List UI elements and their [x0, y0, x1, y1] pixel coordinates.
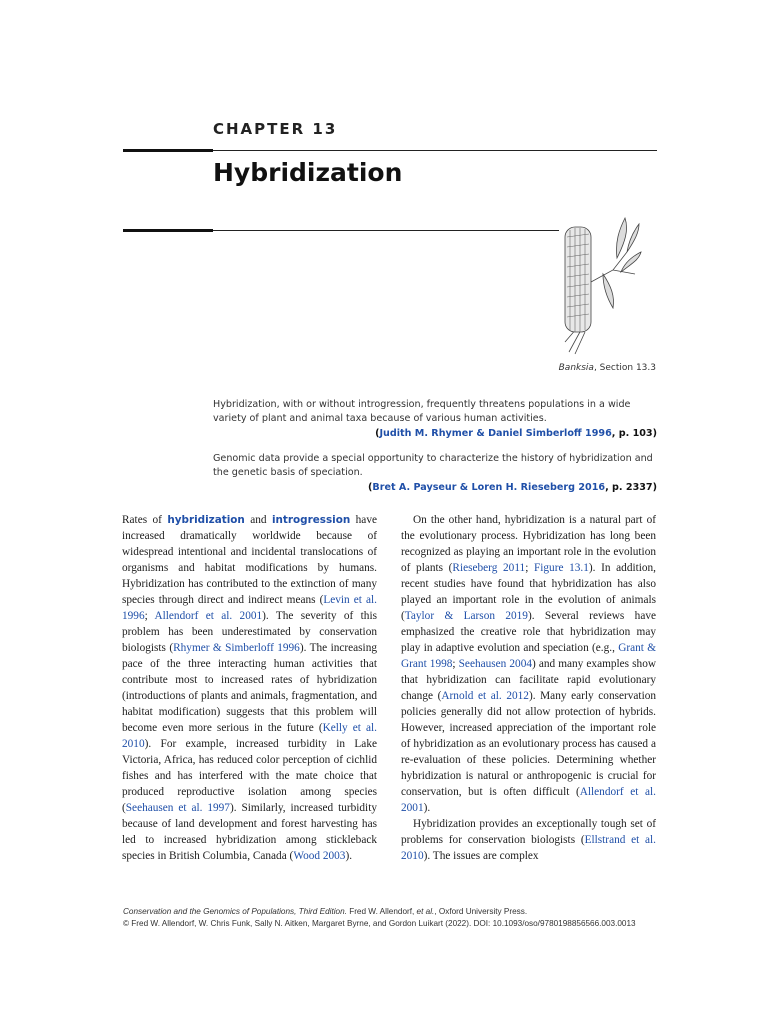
reference-link[interactable]: Seehausen et al. 1997 — [125, 802, 230, 814]
body-text: ). In addition, recent studies have found that hybridization has also played an important role in the evolution of animals ( — [401, 562, 656, 622]
keyword-link[interactable]: introgression — [271, 514, 351, 526]
body-text: ). For example, increased turbidity in Lake Victoria, Africa, has reduced color perception of cichlid fishes and has interfered with the mate choice that produced reproductive isolation among species ( — [122, 738, 377, 814]
body-text: ). Similarly, increased turbidity because of land development and forest harvesting has led to increased hybridization among stickleback species in British Columbia, Canada ( — [122, 802, 377, 862]
citation-suffix: , p. 103) — [611, 428, 657, 439]
body-text: ; — [144, 610, 155, 622]
reference-link[interactable]: Wood 2003 — [293, 850, 346, 862]
reference-link[interactable]: Allendorf et al. 2001 — [401, 786, 657, 814]
body-paragraph — [122, 512, 377, 864]
body-paragraph — [401, 512, 656, 816]
book-title: Conservation and the Genomics of Populations, Third Edition. — [123, 907, 347, 916]
reference-link[interactable]: Seehausen 2004 — [458, 658, 532, 670]
citation-link[interactable]: Judith M. Rhymer & Daniel Simberloff 1996 — [379, 428, 612, 439]
body-text: ). — [423, 802, 431, 814]
reference-link[interactable]: Taylor & Larson 2019 — [404, 610, 528, 622]
body-column-left — [122, 512, 377, 864]
citation-link[interactable]: Bret A. Payseur & Loren H. Rieseberg 2016 — [372, 482, 606, 493]
epigraph-2 — [213, 452, 657, 495]
header-rule-accent — [123, 149, 213, 152]
caption-species: Banksia — [558, 363, 594, 373]
body-text: ). The increasing pace of the three interacting human activities that contribute most to increased rates of hybridization (introductions of plants and animals, fragmentation, and habitat modification) suggests that this problem will become even more serious in the future ( — [122, 642, 377, 734]
epigraph-quote: Hybridization, with or without introgression, frequently threatens populations in a wide variety of plant and animal taxa because of various human activities. — [213, 399, 631, 424]
reference-link[interactable]: Rhymer & Simberloff 1996 — [173, 642, 300, 654]
footer-line-2: © Fred W. Allendorf, W. Chris Funk, Sally N. Aitken, Margaret Byrne, and Gordon Luikart (2022). DOI: 10.1093/oso/9780198856566.003.0013 — [123, 919, 636, 928]
body-text: On the other hand, hybridization is a natural part of the evolutionary process. Hybridization has long been recognized as playing an important role in the evolution of plants ( — [401, 514, 656, 574]
reference-link[interactable]: Kelly et al. 2010 — [122, 722, 377, 750]
epigraph-quote: Genomic data provide a special opportunity to characterize the history of hybridization and the genetic basis of speciation. — [213, 453, 653, 478]
footer-text: , Oxford University Press. — [434, 907, 528, 916]
epigraph-citation — [213, 481, 657, 495]
reference-link[interactable]: Grant & Grant 1998 — [401, 642, 656, 670]
figure-link[interactable]: Figure 13.1 — [533, 562, 589, 574]
body-column-right — [401, 512, 656, 864]
body-text: ; — [452, 658, 459, 670]
epigraph-1 — [213, 398, 657, 441]
body-text: Hybridization provides an exceptionally tough set of problems for conservation biologists ( — [401, 818, 656, 846]
reference-link[interactable]: Arnold et al. 2012 — [441, 690, 529, 702]
reference-link[interactable]: Rieseberg 2011 — [452, 562, 526, 574]
chapter-label: CHAPTER 13 — [213, 120, 338, 138]
body-text: ). Many early conservation policies generally did not allow protection of hybrids. However, increased appreciation of the important role of hybridization as an evolutionary process has caused a re-evaluation of these policies. Determining whether hybridization is natural or anthropogenic is crucial for conservation, but is often difficult ( — [401, 690, 657, 798]
page-footer — [123, 906, 683, 930]
figure-caption — [520, 363, 656, 373]
chapter-title: Hybridization — [213, 158, 403, 187]
reference-link[interactable]: Allendorf et al. 2001 — [154, 610, 263, 622]
footer-text: Fred W. Allendorf, — [346, 907, 417, 916]
body-text: Rates of — [122, 514, 168, 526]
body-text: ). — [345, 850, 353, 862]
footer-text: et al. — [416, 907, 435, 916]
caption-section: , Section 13.3 — [593, 363, 656, 373]
body-text: ). The severity of this problem has been underestimated by conservation biologists ( — [122, 610, 377, 654]
body-text: and — [244, 514, 272, 526]
keyword-link[interactable]: hybridization — [167, 514, 245, 526]
citation-suffix: , p. 2337) — [605, 482, 657, 493]
body-paragraph — [401, 816, 656, 864]
body-text: ; — [525, 562, 534, 574]
reference-link[interactable]: Levin et al. 1996 — [122, 594, 377, 622]
body-text: ). The issues are complex — [423, 850, 539, 862]
title-rule-accent — [123, 229, 213, 232]
banksia-flower-illustration — [555, 212, 643, 357]
body-text: ). Several reviews have emphasized the creative role that hybridization may play in adaptive evolution and speciation (e.g., — [401, 610, 657, 654]
citation-open: ( — [375, 428, 380, 439]
body-text: ) and many examples show that hybridization can facilitate rapid evolutionary change ( — [401, 658, 657, 702]
epigraph-citation — [213, 427, 657, 441]
reference-link[interactable]: Ellstrand et al. 2010 — [401, 834, 656, 862]
body-text: have increased dramatically worldwide because of widespread intentional and incidental translocations of organisms and habitat modifications by humans. Hybridization has contributed to the extinction of many species through direct and indirect means ( — [122, 514, 377, 606]
citation-open: ( — [368, 482, 373, 493]
footer-line-1 — [123, 906, 683, 918]
